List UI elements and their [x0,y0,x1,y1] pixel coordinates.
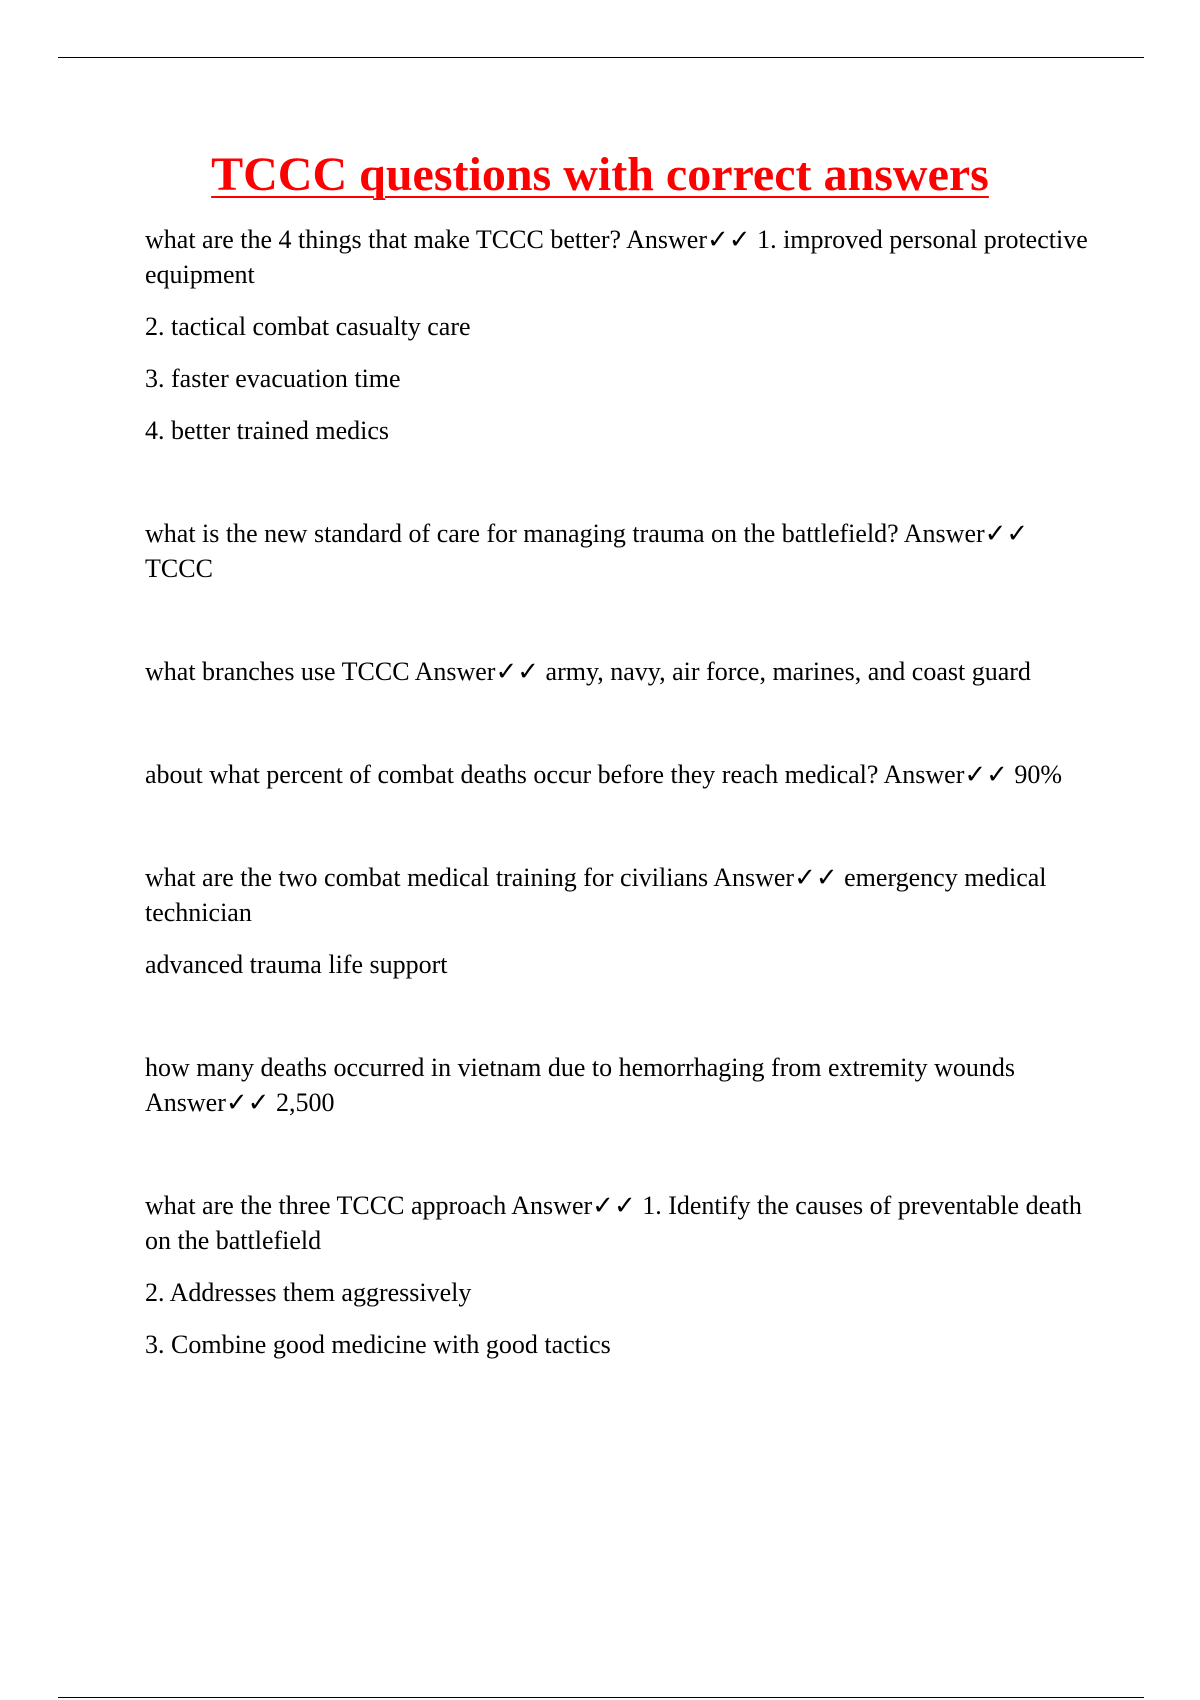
document-body [145,222,1095,1362]
qa-line: what is the new standard of care for managing trauma on the battlefield? Answer✓✓ TCCC [145,519,1029,583]
qa-item [145,654,1095,689]
qa-line: what are the 4 things that make TCCC better? Answer✓✓ 1. improved personal protective equipment [145,225,1088,289]
qa-line: what are the two combat medical training for civilians Answer✓✓ emergency medical technician [145,863,1047,927]
page-bottom-rule [58,1697,1144,1698]
qa-item [145,516,1095,586]
qa-item [145,860,1095,982]
qa-line: 2. tactical combat casualty care [145,312,471,341]
qa-line: advanced trauma life support [145,950,448,979]
qa-item [145,757,1095,792]
page-top-rule [58,57,1144,58]
qa-line: 4. better trained medics [145,416,390,445]
qa-line: about what percent of combat deaths occur before they reach medical? Answer✓✓ 90% [145,760,1063,789]
qa-line: 3. Combine good medicine with good tactics [145,1330,611,1359]
qa-line: what are the three TCCC approach Answer✓✓ 1. Identify the causes of preventable death on the battlefield [145,1191,1082,1255]
qa-item [145,1188,1095,1362]
document-title: TCCC questions with correct answers [211,148,989,201]
qa-line: what branches use TCCC Answer✓✓ army, navy, air force, marines, and coast guard [145,657,1031,686]
qa-line: 3. faster evacuation time [145,364,401,393]
qa-item [145,1050,1095,1120]
qa-line: how many deaths occurred in vietnam due to hemorrhaging from extremity wounds Answer✓✓ 2,500 [145,1053,1016,1117]
qa-line: 2. Addresses them aggressively [145,1278,472,1307]
qa-item [145,222,1095,448]
